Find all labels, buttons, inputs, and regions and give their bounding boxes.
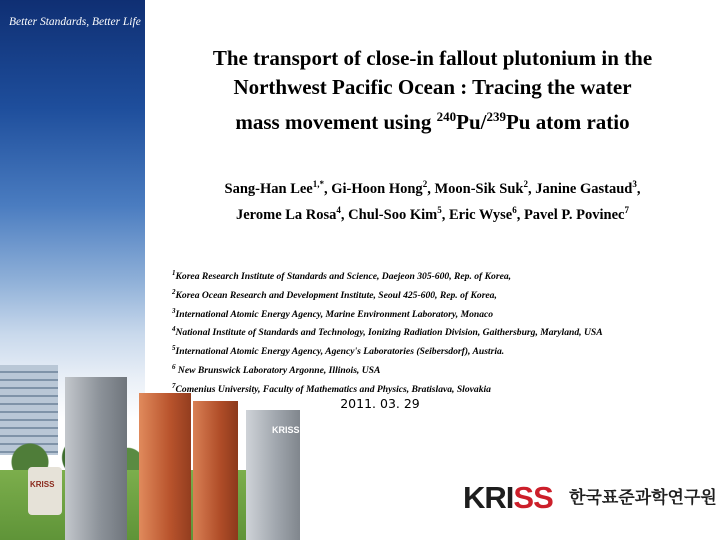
author-separator: , (441, 206, 449, 223)
presentation-date: 2011. 03. 29 (340, 396, 420, 411)
author-name: Eric Wyse (448, 206, 513, 223)
title-line (160, 102, 705, 137)
author-name: Gi-Hoon Hong (331, 180, 423, 197)
kriss-logo (463, 478, 717, 518)
affiliation-number: 6 (172, 362, 176, 371)
affiliation-item (172, 304, 712, 323)
author-line (160, 174, 705, 200)
title-text: Pu/ (456, 110, 487, 134)
affiliation-number: 7 (172, 381, 176, 390)
author-line (160, 200, 705, 226)
isotope-superscript: 239 (486, 109, 506, 124)
affiliation-item (172, 266, 712, 285)
author-list (160, 174, 705, 226)
author-name: Moon-Sik Suk (434, 180, 524, 197)
photo-sign-stone (28, 467, 62, 515)
author-name: Sang-Han Lee (224, 180, 313, 197)
slide-title (160, 44, 705, 137)
affiliation-item (172, 285, 712, 304)
logo-wordmark (463, 478, 553, 518)
isotope-superscript: 240 (436, 109, 457, 124)
author-affiliation-mark: 2 (523, 179, 528, 189)
author-affiliation-mark: 2 (422, 179, 428, 189)
affiliation-text: International Atomic Energy Agency, Marine Environment Laboratory, Monaco (175, 308, 494, 320)
photo-pillar-gray (65, 377, 127, 540)
title-line: The transport of close-in fallout plutonium in the (212, 46, 653, 70)
author-separator: , (427, 180, 435, 197)
affiliation-text: New Brunswick Laboratory Argonne, Illinois, USA (175, 365, 381, 377)
author-name: Pavel P. Povinec (523, 206, 625, 223)
affiliation-item (172, 341, 712, 360)
author-name: Chul-Soo Kim (348, 206, 438, 223)
author-affiliation-mark: 3 (632, 179, 637, 189)
affiliation-text: Korea Research Institute of Standards and Science, Daejeon 305-600, Rep. of Korea, (175, 271, 512, 283)
title-line: Northwest Pacific Ocean : Tracing the water (233, 75, 632, 99)
affiliation-item (172, 360, 712, 379)
author-name: Jerome La Rosa (236, 206, 337, 223)
affiliation-text: International Atomic Energy Agency, Agency's Laboratories (Seibersdorf), Austria. (175, 346, 505, 358)
logo-text: KRI (463, 480, 514, 515)
title-text: mass movement using (235, 110, 437, 134)
affiliation-number: 3 (172, 306, 176, 315)
logo-korean-name: 한국표준과학연구원 (569, 488, 717, 508)
photo-pillar-red (139, 393, 191, 540)
affiliation-list (172, 266, 712, 397)
author-name: Janine Gastaud (535, 180, 633, 197)
author-affiliation-mark: 5 (437, 204, 442, 215)
author-separator: , (323, 180, 332, 197)
author-affiliation-mark: 6 (512, 204, 517, 215)
author-affiliation-mark: 4 (336, 204, 341, 215)
affiliation-text: National Institute of Standards and Technology, Ionizing Radiation Division, Gaithersburg, Maryland, USA (175, 327, 603, 339)
photo-pillar-red (193, 401, 238, 540)
affiliation-number: 5 (172, 344, 176, 353)
author-affiliation-mark: 7 (624, 204, 629, 215)
title-text: Pu atom ratio (505, 110, 630, 134)
affiliation-item (172, 322, 712, 341)
affiliation-number: 2 (172, 287, 176, 296)
author-separator: , (516, 206, 524, 223)
author-separator: , (528, 180, 536, 197)
affiliation-text: Comenius University, Faculty of Mathematics and Physics, Bratislava, Slovakia (175, 383, 491, 395)
affiliation-number: 4 (172, 325, 176, 334)
author-separator: , (636, 180, 641, 197)
affiliation-text: Korea Ocean Research and Development Institute, Seoul 425-600, Rep. of Korea, (175, 289, 497, 301)
photo-pillar-logo: KRISS (272, 425, 300, 435)
author-affiliation-mark: 1,* (312, 179, 324, 189)
photo-sign-text: KRISS (30, 480, 55, 489)
tagline: Better Standards, Better Life (9, 16, 141, 28)
logo-accent-text: SS (513, 480, 553, 515)
author-separator: , (340, 206, 349, 223)
affiliation-item (172, 379, 712, 398)
affiliation-number: 1 (172, 269, 176, 277)
